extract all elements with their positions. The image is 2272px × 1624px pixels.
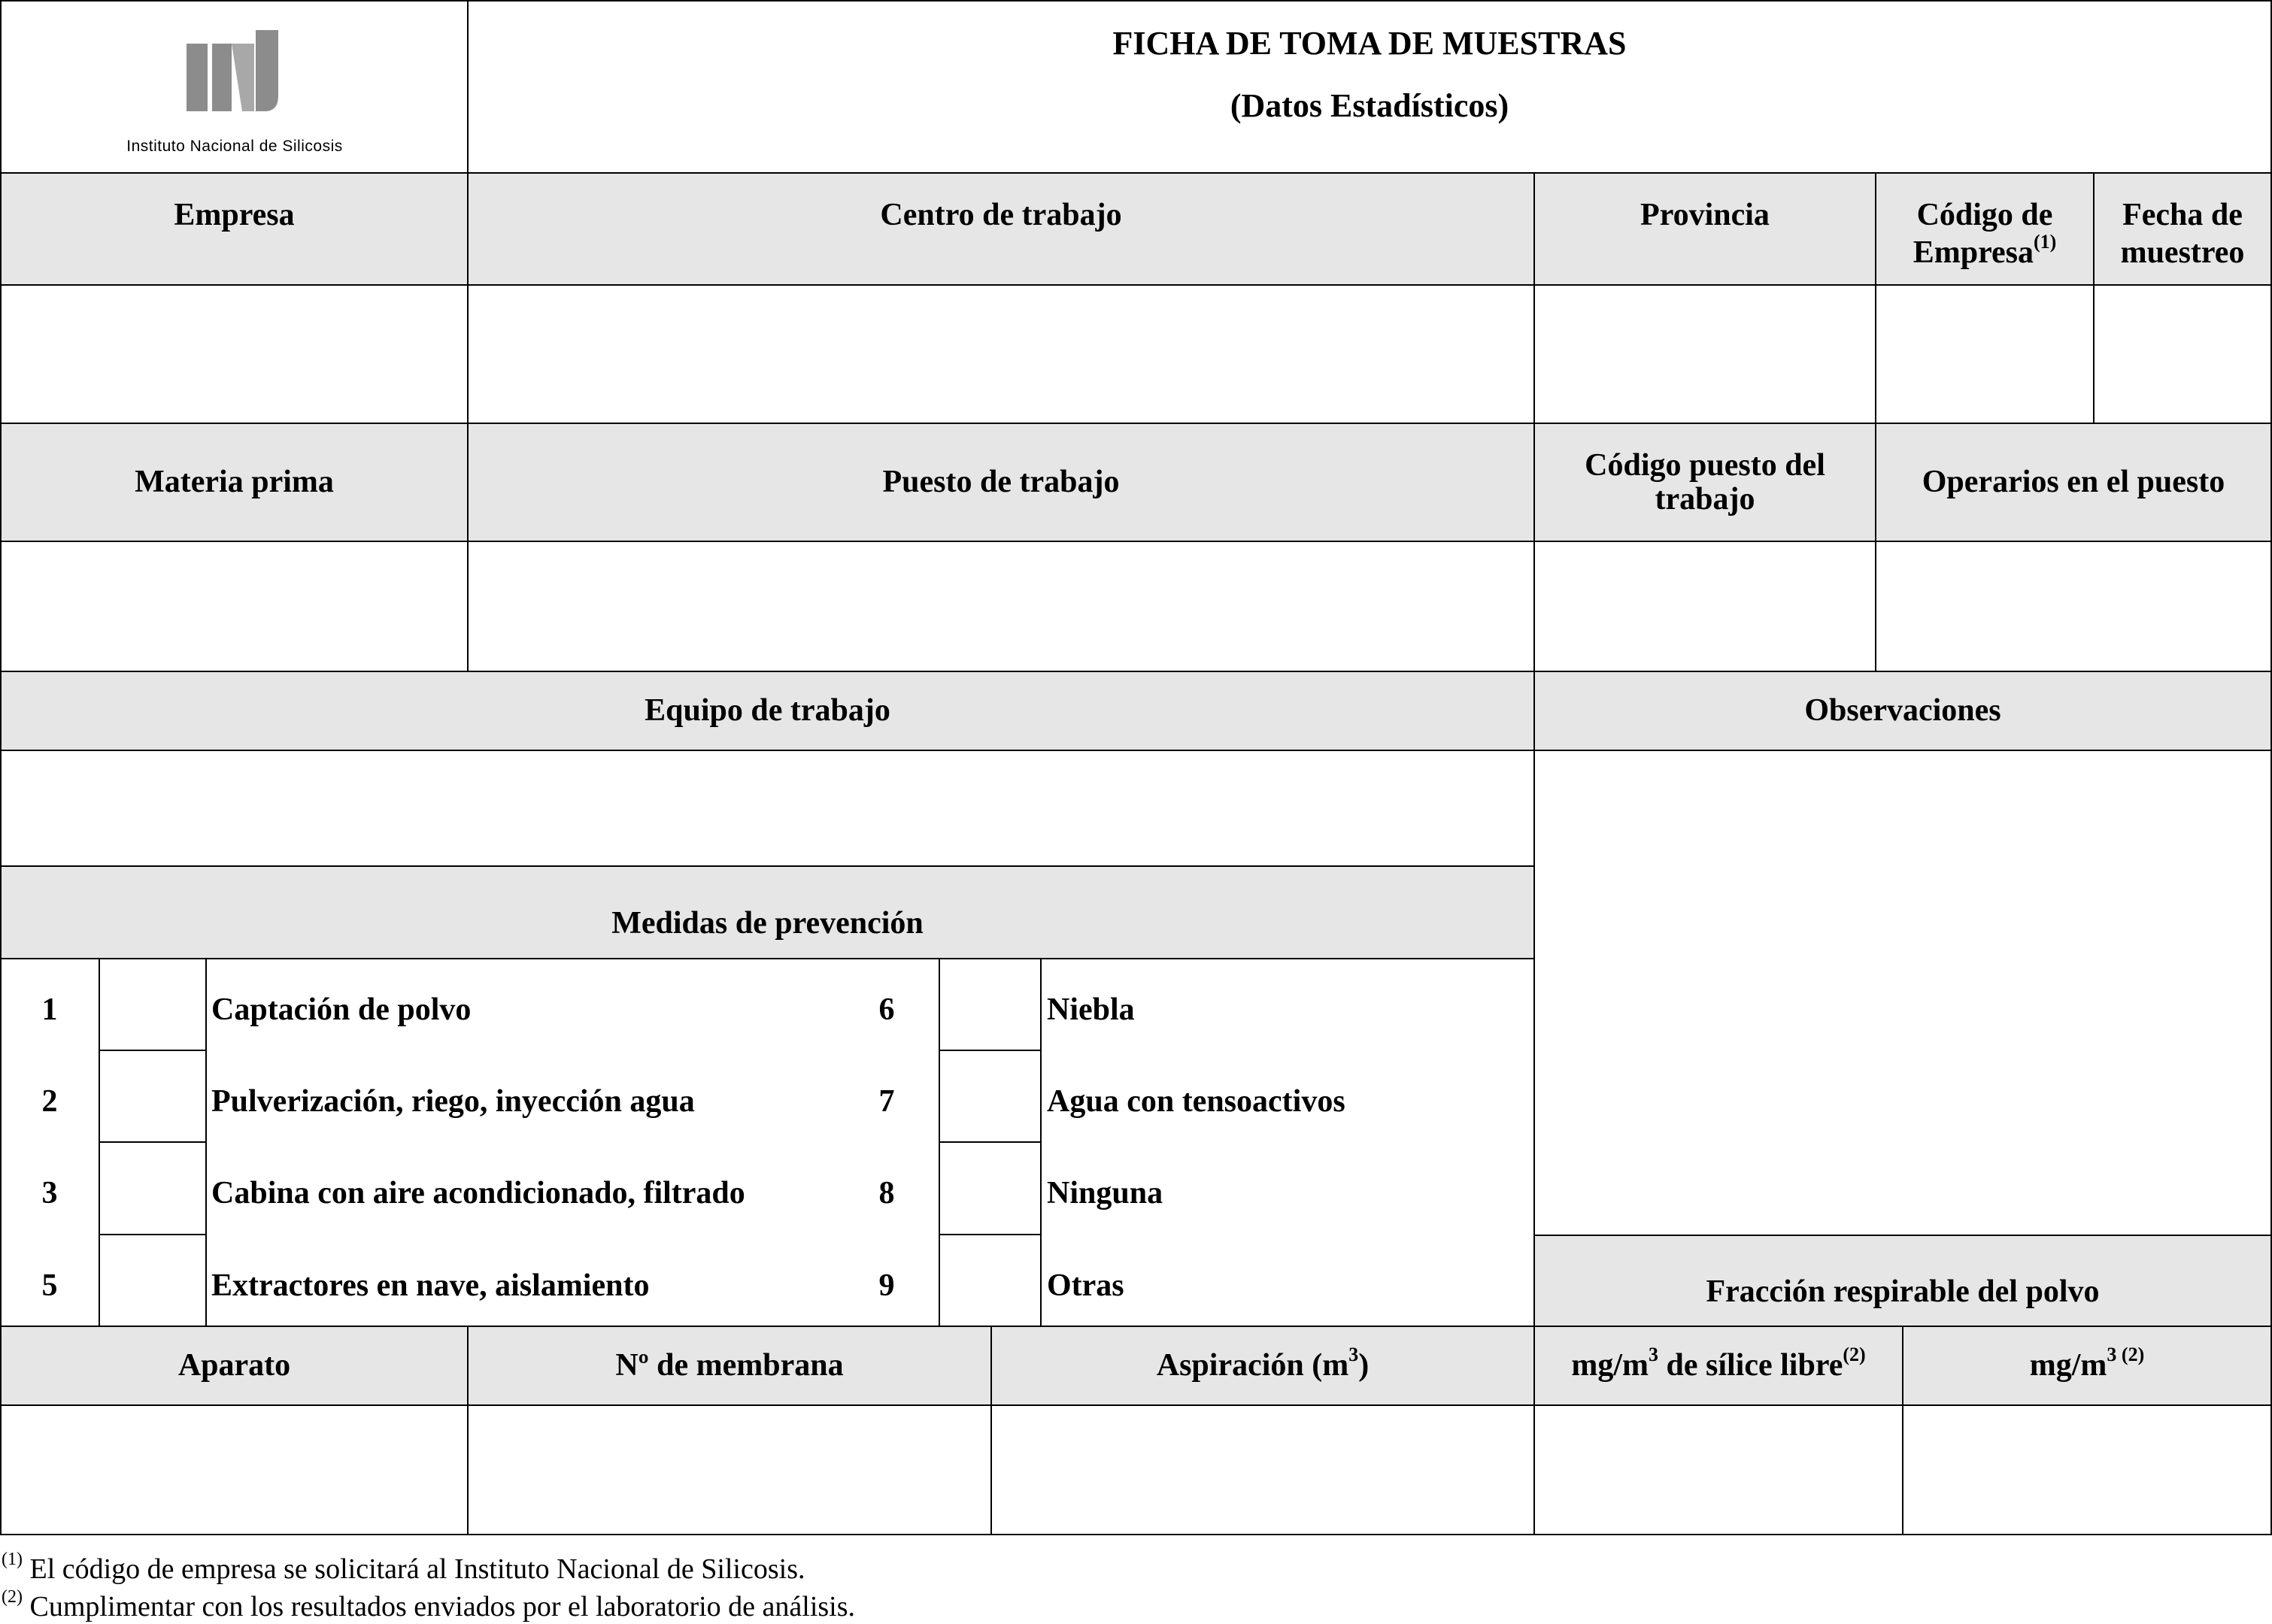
aparato-header: Aparato [0, 1326, 469, 1406]
codigo-puesto-field[interactable] [1533, 541, 1876, 672]
observaciones-header: Observaciones [1533, 671, 2272, 751]
mgm3-field[interactable] [1902, 1404, 2272, 1535]
checkbox-5[interactable] [99, 1234, 207, 1327]
empresa-header: Empresa [0, 172, 469, 286]
mgm3-header: $mg/m^{3 (2)}$ [1902, 1326, 2272, 1406]
page-subtitle: (Datos Estadísticos) [1230, 86, 1509, 124]
title-cell [467, 0, 2272, 174]
puesto-field[interactable] [467, 541, 1535, 672]
page-title: FICHA DE TOMA DE MUESTRAS [1112, 25, 1627, 62]
prevencion-label: Extractores en nave, aislamiento [211, 1268, 650, 1303]
prevencion-num: 5 [41, 1268, 58, 1303]
membrana-header: Nº de membrana [467, 1326, 992, 1406]
prevencion-label: Agua con tensoactivos [1047, 1084, 1345, 1119]
ins-logo-icon [182, 27, 287, 117]
fecha-field[interactable] [2093, 284, 2272, 424]
provincia-header: Provincia [1533, 172, 1876, 286]
prevencion-label: Niebla [1047, 992, 1135, 1027]
footnote-2: $^{(2)}$ Cumplimentar con los resultados enviados por el laboratorio de análisis. [2, 1587, 856, 1622]
aspiracion-header: Aspiración $(m^3)$ [990, 1326, 1535, 1406]
observaciones-field[interactable] [1533, 750, 2272, 1236]
operarios-field[interactable] [1875, 541, 2272, 672]
logo-text: Instituto Nacional de Silicosis [126, 138, 343, 155]
prevencion-num: 1 [41, 992, 58, 1027]
checkbox-8[interactable] [939, 1141, 1042, 1235]
equipo-field[interactable] [0, 750, 1535, 867]
prevencion-label: Ninguna [1047, 1176, 1163, 1210]
centro-header: Centro de trabajo [467, 172, 1535, 286]
fecha-header: Fecha de muestreo [2093, 172, 2272, 286]
fraccion-header: Fracción respirable del polvo [1533, 1235, 2272, 1327]
footnote-1: $^{(1)}$ El código de empresa se solicitará al Instituto Nacional de Silicosis. [2, 1550, 805, 1585]
equipo-header: Equipo de trabajo [0, 671, 1535, 751]
checkbox-9[interactable] [939, 1234, 1042, 1327]
membrana-field[interactable] [467, 1404, 992, 1535]
codigo-empresa-header: Código de Empresa$^{(1)}$ [1875, 172, 2095, 286]
aspiracion-field[interactable] [990, 1404, 1535, 1535]
prevencion-label: Cabina con aire acondicionado, filtrado [211, 1176, 745, 1210]
prevencion-num: 6 [878, 992, 895, 1027]
prevencion-header: Medidas de prevención [0, 865, 1535, 959]
codigo-empresa-field[interactable] [1875, 284, 2095, 424]
prevencion-num: 8 [878, 1176, 895, 1210]
silice-header: $mg/m^3$ de sílice libre$^{(2)}$ [1533, 1326, 1903, 1406]
materia-header: Materia prima [0, 423, 469, 542]
prevencion-num: 2 [41, 1084, 58, 1119]
codigo-puesto-header: Código puesto del trabajo [1533, 423, 1876, 542]
logo-cell [0, 0, 469, 174]
silice-field[interactable] [1533, 1404, 1903, 1535]
materia-field[interactable] [0, 541, 469, 672]
checkbox-6[interactable] [939, 958, 1042, 1051]
operarios-header: Operarios en el puesto [1875, 423, 2272, 542]
puesto-header: Puesto de trabajo [467, 423, 1535, 542]
aparato-field[interactable] [0, 1404, 469, 1535]
checkbox-1[interactable] [99, 958, 207, 1051]
prevencion-num: 7 [878, 1084, 895, 1119]
prevencion-num: 3 [41, 1176, 58, 1210]
provincia-field[interactable] [1533, 284, 1876, 424]
prevencion-label: Otras [1047, 1268, 1124, 1303]
checkbox-3[interactable] [99, 1141, 207, 1235]
prevencion-label: Captación de polvo [211, 992, 472, 1027]
prevencion-num: 9 [878, 1268, 895, 1303]
checkbox-7[interactable] [939, 1050, 1042, 1143]
prevencion-label: Pulverización, riego, inyección agua [211, 1084, 695, 1119]
empresa-field[interactable] [0, 284, 469, 424]
checkbox-2[interactable] [99, 1050, 207, 1143]
centro-field[interactable] [467, 284, 1535, 424]
